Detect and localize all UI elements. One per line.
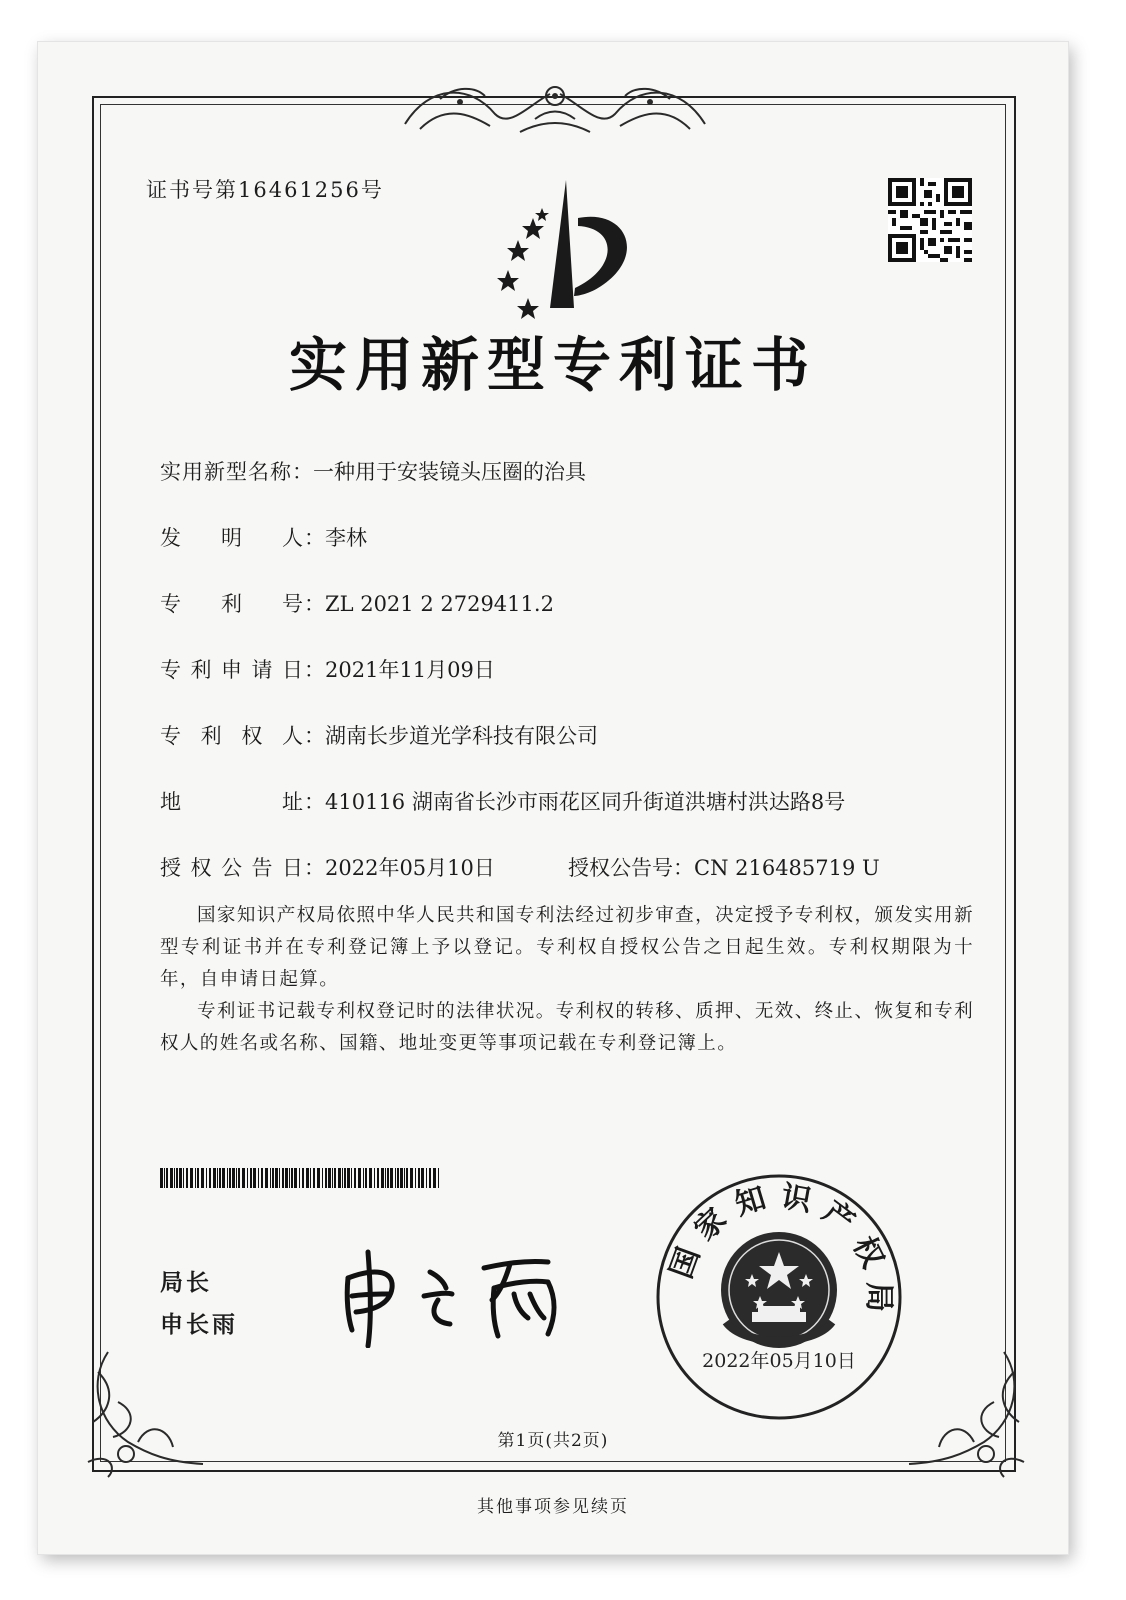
barcode-bar — [385, 1168, 386, 1188]
barcode-bar — [344, 1168, 346, 1188]
field-patent-no-value: ZL 2021 2 2729411.2 — [325, 592, 554, 616]
barcode-bar — [421, 1168, 424, 1188]
barcode-bar — [279, 1168, 280, 1188]
certificate-title: 实用新型专利证书 — [288, 331, 817, 399]
barcode-bar — [289, 1168, 290, 1188]
barcode-bar — [433, 1168, 436, 1188]
barcode-bar — [174, 1168, 175, 1188]
barcode-bar — [406, 1168, 408, 1188]
page-number: 第1页(共2页) — [497, 1431, 609, 1451]
barcode-bar — [197, 1168, 199, 1188]
barcode-bar — [395, 1168, 396, 1188]
footer-note: 其他事项参见续页 — [477, 1497, 629, 1517]
field-colon: ： — [304, 658, 325, 682]
barcode-bar — [282, 1168, 284, 1188]
barcode-bar — [291, 1168, 293, 1188]
ornament-icon — [78, 1342, 208, 1482]
director-signature — [334, 1238, 574, 1348]
barcode-bar — [351, 1168, 352, 1188]
director-name: 申长雨 — [160, 1311, 238, 1338]
field-inventor — [160, 522, 367, 552]
seal-date: 2022年05月10日 — [702, 1350, 856, 1372]
barcode-bar — [242, 1168, 245, 1188]
field-name — [160, 456, 586, 486]
barcode-bar — [306, 1168, 309, 1188]
seal-org-char: 产 — [815, 1194, 861, 1241]
field-grant-date-value: 2022年05月10日 — [325, 856, 495, 880]
barcode-bar — [374, 1168, 375, 1188]
barcode-bar — [275, 1168, 278, 1188]
barcode-bar — [195, 1168, 196, 1188]
field-name-label: 实用新型名称 — [160, 460, 292, 484]
field-colon: ： — [292, 460, 313, 484]
field-colon: ： — [304, 790, 325, 814]
barcode-bar — [347, 1168, 350, 1188]
field-grant-no-label: 授权公告号 — [568, 856, 673, 880]
barcode-bar — [426, 1168, 427, 1188]
barcode-bar — [219, 1168, 221, 1188]
barcode-bar — [253, 1168, 256, 1188]
barcode-bar — [429, 1168, 431, 1188]
seal-org-char: 国 — [663, 1242, 708, 1284]
barcode-bar — [438, 1168, 439, 1188]
field-patentee — [160, 720, 598, 750]
barcode-bar — [404, 1168, 405, 1188]
barcode-bar — [332, 1168, 333, 1188]
barcode-bar — [310, 1168, 311, 1188]
field-address — [160, 786, 845, 816]
body-paragraph-2: 专利证书记载专利权登记时的法律状况。专利权的转移、质押、无效、终止、恢复和专利权人的姓名或名称、国籍、地址变更等事项记载在专利登记簿上。 — [160, 1001, 974, 1054]
barcode-bar — [387, 1168, 389, 1188]
barcode-bar — [166, 1168, 168, 1188]
barcode-bar — [369, 1168, 372, 1188]
barcode-bar — [302, 1168, 304, 1188]
field-grant-no — [568, 852, 880, 882]
barcode-bar — [377, 1168, 379, 1188]
barcode-bar — [232, 1168, 235, 1188]
barcode-bar — [322, 1168, 323, 1188]
field-filing-date — [160, 654, 495, 684]
barcode-bar — [247, 1168, 248, 1188]
ornament-icon — [904, 1342, 1034, 1482]
barcode-bar — [209, 1168, 211, 1188]
barcode-bar — [261, 1168, 263, 1188]
field-colon: ： — [673, 856, 694, 880]
seal-org-char: 家 — [687, 1201, 734, 1248]
barcode-bar — [418, 1168, 420, 1188]
barcode-bar — [190, 1168, 193, 1188]
barcode-bar — [358, 1168, 361, 1188]
barcode-bar — [183, 1168, 184, 1188]
field-patent-no-label: 专利号 — [160, 592, 304, 616]
barcode-bar — [170, 1168, 173, 1188]
barcode-bar — [381, 1168, 384, 1188]
field-address-label: 地址 — [160, 790, 304, 814]
field-patent-no — [160, 588, 554, 618]
field-patentee-label: 专利权人 — [160, 724, 304, 748]
barcode-bar — [342, 1168, 343, 1188]
barcode-bar — [338, 1168, 341, 1188]
barcode-bar — [325, 1168, 327, 1188]
barcode-bar — [201, 1168, 204, 1188]
ornament-icon — [400, 74, 710, 138]
field-filing-date-value: 2021年11月09日 — [325, 658, 495, 682]
official-seal — [654, 1172, 904, 1422]
field-colon: ： — [304, 724, 325, 748]
field-colon: ： — [304, 856, 325, 880]
field-grant-date — [160, 852, 495, 882]
field-inventor-value: 李林 — [325, 526, 367, 550]
barcode-bar — [363, 1168, 364, 1188]
field-grant-no-value: CN 216485719 U — [694, 856, 880, 880]
barcode-bar — [415, 1168, 416, 1188]
barcode-bar — [236, 1168, 237, 1188]
field-colon: ： — [304, 526, 325, 550]
barcode-bar — [410, 1168, 413, 1188]
barcode-bar — [270, 1168, 271, 1188]
barcode-bar — [390, 1168, 393, 1188]
barcode-bar — [265, 1168, 268, 1188]
field-grant-date-label: 授权公告日 — [160, 856, 304, 880]
barcode-bar — [272, 1168, 274, 1188]
body-paragraph-1: 国家知识产权局依照中华人民共和国专利法经过初步审查，决定授予专利权，颁发实用新型专利证书并在专利登记簿上予以登记。专利权自授权公告之日起生效。专利权期限为十年，自申请日起算。 — [160, 905, 974, 990]
barcode-bar — [179, 1168, 182, 1188]
field-patentee-value: 湖南长步道光学科技有限公司 — [325, 724, 598, 748]
barcode-bar — [317, 1168, 320, 1188]
barcode-bar — [222, 1168, 225, 1188]
barcode-bar — [206, 1168, 207, 1188]
barcode-bar — [176, 1168, 178, 1188]
barcode-bar — [160, 1168, 163, 1188]
seal-org-char: 权 — [845, 1231, 891, 1274]
certificate-number: 证书号第16461256号 — [146, 178, 384, 202]
barcode-bar — [334, 1168, 336, 1188]
barcode-bar — [250, 1168, 252, 1188]
seal-org-char: 识 — [778, 1179, 815, 1219]
barcode-bar — [217, 1168, 218, 1188]
field-address-value: 410116 湖南省长沙市雨花区同升街道洪塘村洪达路8号 — [325, 790, 846, 814]
barcode-bar — [328, 1168, 331, 1188]
barcode-bar — [294, 1168, 297, 1188]
barcode-bar — [365, 1168, 367, 1188]
field-name-value: 一种用于安装镜头压圈的治具 — [313, 460, 586, 484]
barcode-bar — [258, 1168, 259, 1188]
barcode-bar — [397, 1168, 399, 1188]
barcode-icon — [160, 1168, 442, 1188]
barcode-bar — [186, 1168, 188, 1188]
barcode-bar — [164, 1168, 165, 1188]
field-inventor-label: 发明人 — [160, 526, 304, 550]
seal-org-char: 局 — [861, 1282, 896, 1312]
barcode-bar — [354, 1168, 356, 1188]
barcode-bar — [213, 1168, 216, 1188]
barcode-bar — [313, 1168, 315, 1188]
barcode-bar — [227, 1168, 228, 1188]
barcode-bar — [400, 1168, 403, 1188]
barcode-bar — [238, 1168, 240, 1188]
field-colon: ： — [304, 592, 325, 616]
field-filing-date-label: 专利申请日 — [160, 658, 304, 682]
qr-code-icon — [888, 178, 972, 262]
seal-org-char: 知 — [731, 1180, 770, 1223]
barcode-bar — [299, 1168, 300, 1188]
director-title: 局长 — [160, 1269, 212, 1296]
barcode-bar — [285, 1168, 288, 1188]
seal-org-name — [654, 1172, 904, 1422]
certificate-page — [38, 42, 1068, 1554]
barcode-bar — [229, 1168, 231, 1188]
